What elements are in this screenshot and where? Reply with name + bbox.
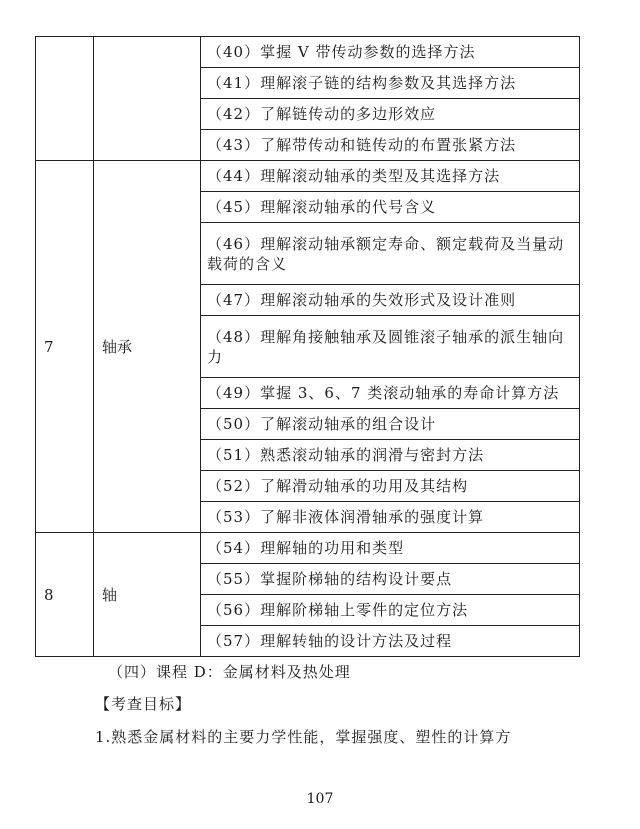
objective-item: （57）理解转轴的设计方法及过程: [201, 626, 580, 657]
table-row: [36, 161, 580, 192]
objectives-subheading: 【考查目标】: [95, 695, 192, 713]
syllabus-table: [35, 36, 580, 657]
objective-item: （51）熟悉滚动轴承的润滑与密封方法: [201, 440, 580, 471]
objective-item: （49）掌握 3、6、7 类滚动轴承的寿命计算方法: [201, 378, 580, 409]
objective-item: （54）理解轴的功用和类型: [201, 533, 580, 564]
objective-item: （52）了解滑动轴承的功用及其结构: [201, 471, 580, 502]
page-number: 107: [306, 791, 334, 807]
objective-item: （44）理解滚动轴承的类型及其选择方法: [201, 161, 580, 192]
objective-item: （55）掌握阶梯轴的结构设计要点: [201, 564, 580, 595]
objective-item: （43）了解带传动和链传动的布置张紧方法: [201, 130, 580, 161]
row-number-cell: 8: [36, 533, 94, 657]
row-topic-cell: 轴: [94, 533, 201, 657]
table-row: [36, 533, 580, 564]
objective-item: （50）了解滚动轴承的组合设计: [201, 409, 580, 440]
objective-item: （48）理解角接触轴承及圆锥滚子轴承的派生轴向力: [201, 316, 580, 378]
row-number-cell: [36, 37, 94, 161]
row-number-cell: 7: [36, 161, 94, 533]
objective-item: （53）了解非液体润滑轴承的强度计算: [201, 502, 580, 533]
objective-item: （45）理解滚动轴承的代号含义: [201, 192, 580, 223]
objective-item: （41）理解滚子链的结构参数及其选择方法: [201, 68, 580, 99]
objective-item: （47）理解滚动轴承的失效形式及设计准则: [201, 285, 580, 316]
objective-item: （40）掌握 V 带传动参数的选择方法: [201, 37, 580, 68]
body-paragraph: 1.熟悉金属材料的主要力学性能，掌握强度、塑性的计算方: [95, 728, 512, 746]
section-heading: （四）课程 D：金属材料及热处理: [108, 663, 351, 681]
objective-item: （56）理解阶梯轴上零件的定位方法: [201, 595, 580, 626]
row-topic-cell: 轴承: [94, 161, 201, 533]
row-topic-cell: [94, 37, 201, 161]
table-row: [36, 37, 580, 68]
objective-item: （42）了解链传动的多边形效应: [201, 99, 580, 130]
objective-item: （46）理解滚动轴承额定寿命、额定载荷及当量动载荷的含义: [201, 223, 580, 285]
